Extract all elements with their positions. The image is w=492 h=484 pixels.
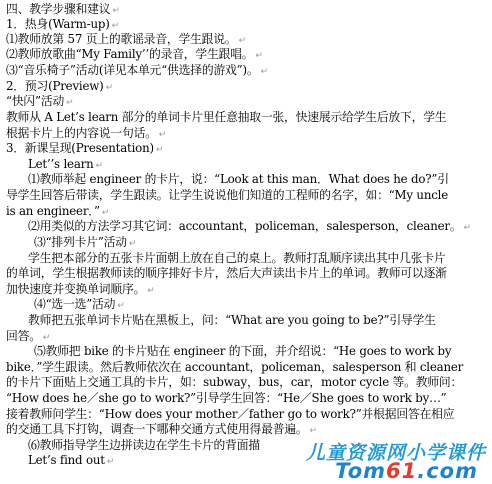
watermark-domain: Tom61.com: [335, 459, 478, 483]
paragraph: ⑵用类似的方法学习其它词：accountant，policeman，salesperson，cleaner。 ↵: [28, 219, 471, 233]
paragraph: 的卡片下面贴上交通工具的卡片，如：subway，bus，car，motor cycle 等。教师问：: [6, 375, 463, 389]
paragraph: ⑸教师把 bike 的卡片贴在 engineer 的下面，并介绍说：“He goes to work by: [34, 344, 452, 358]
paragraph: bike．”学生跟读。然后教师依次在 accountant，policeman，salesperson 和 cleaner: [6, 360, 464, 374]
paragraph: ⑶“音乐椅子”活动(详见本单元“供选择的游戏”)。 ↵: [6, 63, 268, 77]
paragraph: 学生把本部分的五张卡片面朝上放在自己的桌上。教师打乱顺序读出其中几张卡片: [28, 251, 446, 265]
paragraph: ⑴教师举起 engineer 的卡片，说：“Look at this man．What does he do?”引: [28, 172, 449, 186]
watermark-site-name: 儿童资源网小学课件: [305, 442, 486, 464]
paragraph: “快闪”活动 ↵: [6, 94, 74, 108]
step-heading: 2．预习(Preview) ↵: [6, 79, 113, 93]
paragraph: ⑴教师放第 57 页上的歌谣录音，学生跟说。 ↵: [6, 32, 246, 46]
section-heading: 四、教学步骤和建议 ↵: [6, 2, 120, 16]
paragraph: is an engineer．” ↵: [6, 204, 110, 218]
paragraph: 接着教师问学生：“How does your mother／father go to work?”并根据回答在相应: [6, 407, 455, 421]
paragraph: 教师把五张单词卡片贴在黑板上，问：“What are you going to be?”引导学生: [28, 313, 436, 327]
subsection-heading: Let’’s learn ↵: [28, 157, 103, 171]
paragraph: 的单词，学生根据教师读的顺序排好卡片，然后大声读出卡片上的单词。教师可以逐渐: [6, 266, 447, 280]
paragraph: ⑷“选一选”活动 ↵: [34, 297, 125, 311]
paragraph: ⑶“排列卡片”活动 ↵: [34, 235, 137, 249]
paragraph: 的交通工具下打钩，调查一下哪种交通方式使用得最普遍。 ↵: [6, 422, 317, 436]
paragraph: 根据卡片上的内容说一句话。 ↵: [6, 126, 167, 140]
paragraph: ⑵教师放歌曲“My Family’’的录音，学生跟唱。 ↵: [6, 47, 263, 61]
paragraph: ⑹教师指导学生边拼读边在学生卡片的背面描: [28, 438, 260, 452]
paragraph: 加快速度并变换单词顺序。 ↵: [6, 282, 155, 296]
subsection-heading: Let’s find out ↵: [28, 453, 115, 467]
paragraph: 回答。 ↵: [6, 329, 51, 343]
paragraph: 导学生回答后带读，学生跟读。让学生说说他们知道的工程师的名字，如：“My uncle: [6, 188, 448, 202]
watermark-logo: [282, 438, 488, 482]
paragraph: “How does he／she go to work?”引导学生回答：“He／She goes to work by…”: [6, 391, 447, 405]
step-heading: 1．热身(Warm-up) ↵: [6, 17, 119, 31]
step-heading: 3．新课呈现(Presentation) ↵: [6, 141, 164, 155]
paragraph: 教师从 A Let’s learn 部分的单词卡片里任意抽取一张，快速展示给学生后放下，学生: [6, 110, 447, 124]
